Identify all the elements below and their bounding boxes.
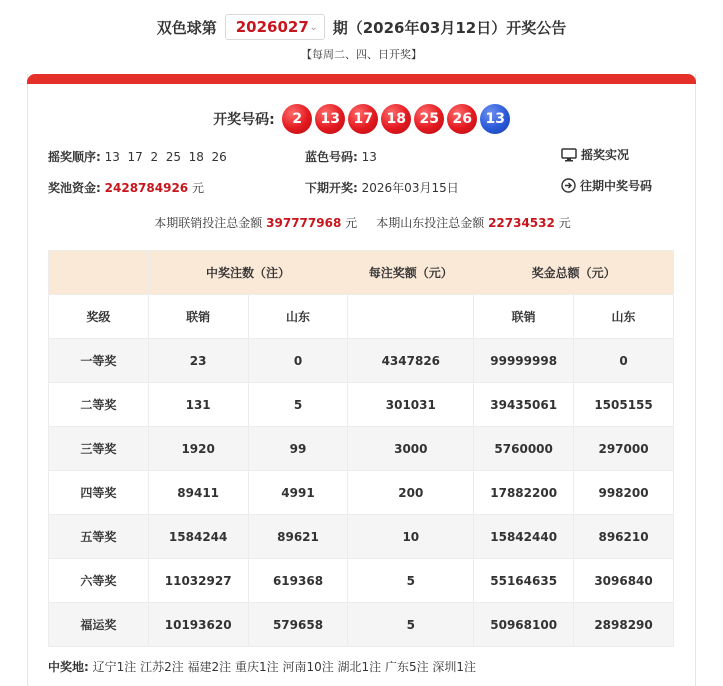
blue-number-label: 蓝色号码:	[305, 150, 358, 164]
shandong-total: 297000	[574, 427, 674, 471]
history-numbers-link[interactable]	[561, 177, 652, 194]
prize-level: 四等奖	[49, 471, 149, 515]
winning-regions	[48, 658, 476, 675]
red-ball: 2	[282, 104, 312, 134]
union-total: 39435061	[474, 383, 574, 427]
prize-table	[48, 250, 674, 647]
prize-level: 三等奖	[49, 427, 149, 471]
blue-number-value: 13	[361, 150, 377, 164]
union-total: 15842440	[474, 515, 574, 559]
union-count: 1584244	[148, 515, 248, 559]
result-card	[27, 74, 696, 686]
page-title	[0, 12, 723, 42]
red-ball: 13	[315, 104, 345, 134]
union-sales-value: 397777968	[266, 216, 342, 230]
blue-ball: 13	[480, 104, 510, 134]
draw-order	[48, 148, 227, 165]
union-count: 89411	[148, 471, 248, 515]
subheader-empty	[348, 295, 474, 339]
union-count: 131	[148, 383, 248, 427]
shandong-count: 89621	[248, 515, 348, 559]
shandong-total: 0	[574, 339, 674, 383]
prize-each: 5	[348, 603, 474, 647]
shandong-sales-value: 22734532	[488, 216, 555, 230]
subheader-shandong: 山东	[248, 295, 348, 339]
red-ball: 25	[414, 104, 444, 134]
shandong-count: 4991	[248, 471, 348, 515]
chevron-down-icon: ⌄	[309, 21, 318, 33]
subheader-union-total: 联销	[474, 295, 574, 339]
red-ball: 17	[348, 104, 378, 134]
red-ball: 18	[381, 104, 411, 134]
jackpot-pool-label: 奖池资金:	[48, 181, 101, 195]
shandong-count: 579658	[248, 603, 348, 647]
subheader-shandong-total: 山东	[574, 295, 674, 339]
prize-level: 二等奖	[49, 383, 149, 427]
table-row	[49, 515, 674, 559]
shandong-sales-label: 本期山东投注总金额	[376, 216, 485, 230]
shandong-count: 0	[248, 339, 348, 383]
prize-level: 五等奖	[49, 515, 149, 559]
shandong-total: 896210	[574, 515, 674, 559]
table-row	[49, 427, 674, 471]
union-count: 23	[148, 339, 248, 383]
issue-number: 2026027	[235, 18, 309, 36]
union-total: 99999998	[474, 339, 574, 383]
shandong-total: 1505155	[574, 383, 674, 427]
union-total: 17882200	[474, 471, 574, 515]
shandong-total: 3096840	[574, 559, 674, 603]
union-count: 11032927	[148, 559, 248, 603]
prize-level: 福运奖	[49, 603, 149, 647]
prize-each: 301031	[348, 383, 474, 427]
next-draw	[305, 179, 459, 196]
table-row	[49, 471, 674, 515]
prize-each: 5	[348, 559, 474, 603]
header-prize-total: 奖金总额（元）	[474, 251, 674, 295]
card-top-bar	[27, 74, 696, 84]
union-sales-unit: 元	[345, 216, 358, 230]
draw-schedule: 【每周二、四、日开奖】	[301, 48, 422, 61]
issue-select[interactable]	[225, 14, 325, 40]
monitor-icon	[561, 148, 577, 162]
title-prefix: 双色球第	[156, 18, 217, 37]
winning-regions-value: 辽宁1注 江苏2注 福建2注 重庆1注 河南10注 湖北1注 广东5注 深圳1注	[92, 660, 477, 674]
circle-arrow-icon	[561, 178, 576, 193]
header-win-count: 中奖注数（注）	[148, 251, 348, 295]
shandong-total: 998200	[574, 471, 674, 515]
prize-each: 3000	[348, 427, 474, 471]
next-draw-label: 下期开奖:	[305, 181, 358, 195]
table-row	[49, 383, 674, 427]
title-suffix: 期（2026年03月12日）开奖公告	[332, 18, 567, 37]
winning-numbers	[28, 104, 697, 134]
sales-summary	[28, 214, 697, 231]
union-total: 50968100	[474, 603, 574, 647]
shandong-count: 619368	[248, 559, 348, 603]
prize-level: 六等奖	[49, 559, 149, 603]
red-ball: 26	[447, 104, 477, 134]
header-prize-each: 每注奖额（元）	[348, 251, 474, 295]
winning-numbers-label: 开奖号码:	[213, 112, 275, 128]
live-draw-link[interactable]	[561, 146, 629, 163]
next-draw-value: 2026年03月15日	[361, 181, 459, 195]
shandong-total: 2898290	[574, 603, 674, 647]
draw-order-label: 摇奖顺序:	[48, 150, 101, 164]
prize-each: 4347826	[348, 339, 474, 383]
table-row	[49, 559, 674, 603]
union-count: 1920	[148, 427, 248, 471]
blue-number	[305, 148, 377, 165]
prize-each: 200	[348, 471, 474, 515]
jackpot-pool	[48, 179, 204, 196]
union-sales-label: 本期联销投注总金额	[154, 216, 263, 230]
prize-level: 一等奖	[49, 339, 149, 383]
prize-each: 10	[348, 515, 474, 559]
draw-order-value: 13 17 2 25 18 26	[104, 150, 227, 164]
jackpot-pool-value: 2428784926	[104, 181, 189, 195]
subheader-level: 奖级	[49, 295, 149, 339]
winning-regions-label: 中奖地:	[48, 660, 89, 674]
subheader-union: 联销	[148, 295, 248, 339]
shandong-count: 99	[248, 427, 348, 471]
table-row	[49, 339, 674, 383]
live-draw-label: 摇奖实况	[581, 148, 630, 162]
union-total: 5760000	[474, 427, 574, 471]
shandong-count: 5	[248, 383, 348, 427]
shandong-sales-unit: 元	[558, 216, 571, 230]
history-numbers-label: 往期中奖号码	[580, 179, 653, 193]
jackpot-pool-unit: 元	[191, 181, 204, 195]
header-empty	[49, 251, 149, 295]
union-total: 55164635	[474, 559, 574, 603]
table-row	[49, 603, 674, 647]
union-count: 10193620	[148, 603, 248, 647]
